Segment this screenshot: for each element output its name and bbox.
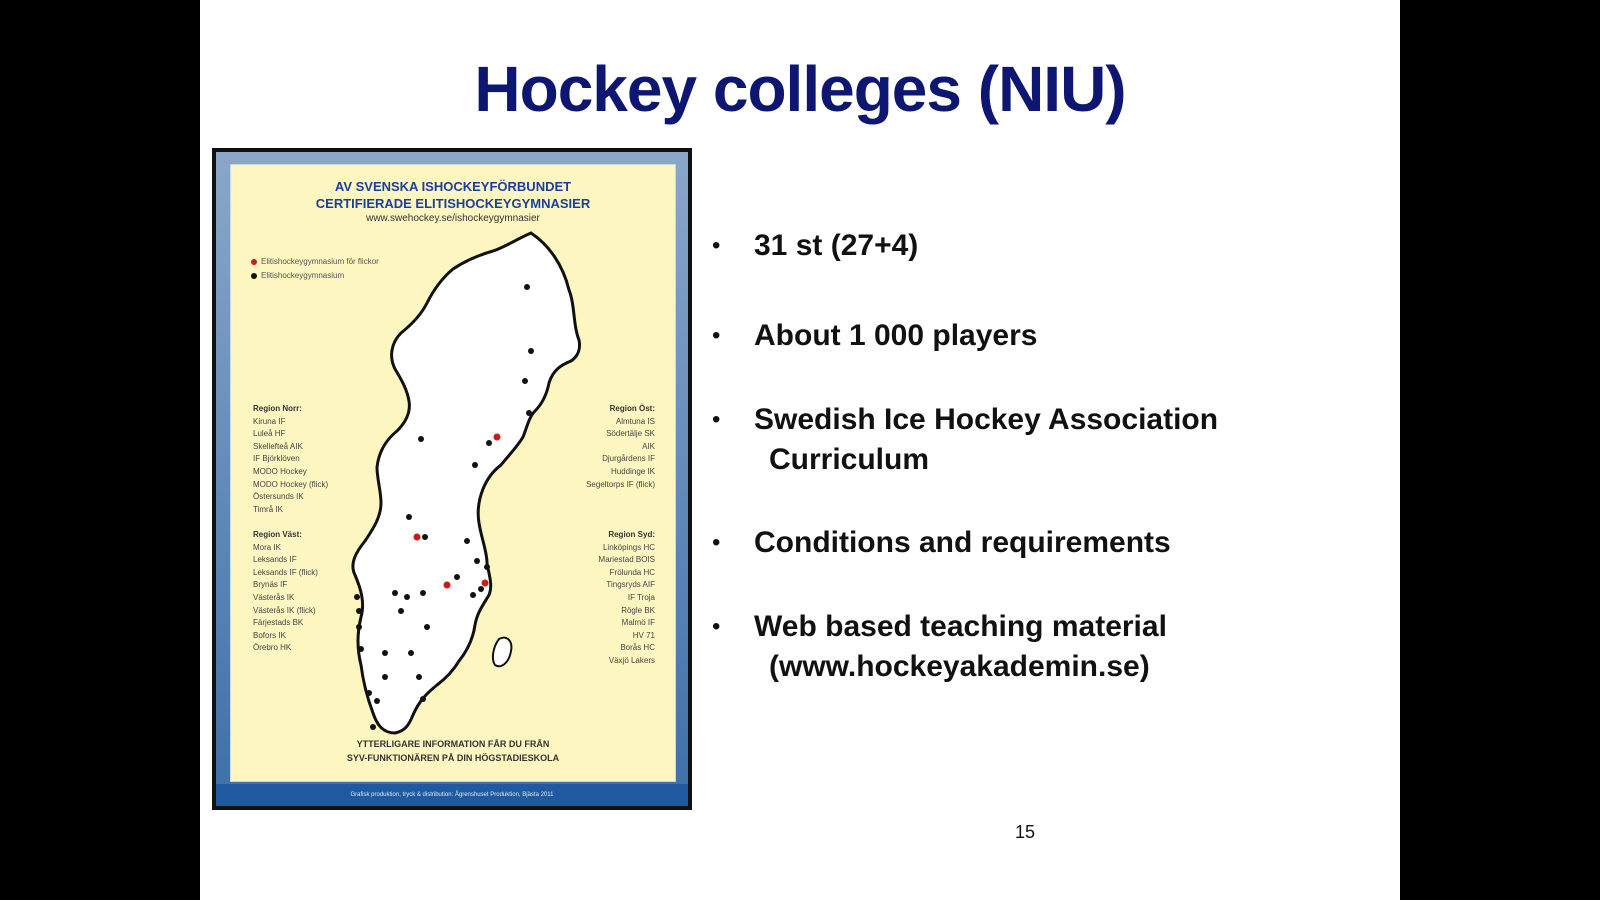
map-point xyxy=(404,594,410,600)
map-point xyxy=(486,440,492,446)
bullet-symbol: • xyxy=(712,613,721,640)
poster-bottom-line1: YTTERLIGARE INFORMATION FÅR DU FRÅN xyxy=(356,739,550,749)
bullet-symbol: • xyxy=(712,406,721,433)
map-point xyxy=(444,582,451,589)
region-item: Brynäs IF xyxy=(253,580,288,590)
region-title: Region Väst: xyxy=(253,530,302,539)
region-title: Region Syd: xyxy=(608,530,655,539)
hockey-gymnasium-poster xyxy=(212,148,692,810)
region-ost xyxy=(586,403,655,491)
region-item: IF Troja xyxy=(627,592,655,602)
region-item: Tingsryds AIF xyxy=(606,580,655,590)
map-point xyxy=(366,690,372,696)
map-point xyxy=(370,724,376,730)
bullet-text: 31 st (27+4) xyxy=(754,229,919,262)
region-item: Frölunda HC xyxy=(609,567,655,577)
map-point xyxy=(474,558,480,564)
region-item: Kiruna IF xyxy=(253,416,286,426)
map-point xyxy=(422,534,428,540)
map-point xyxy=(528,348,534,354)
map-point xyxy=(414,534,421,541)
sweden-outline xyxy=(353,233,580,733)
region-item: Mora IK xyxy=(253,542,282,552)
map-point xyxy=(398,608,404,614)
map-point xyxy=(526,410,532,416)
map-point xyxy=(416,674,422,680)
map-point xyxy=(464,538,470,544)
poster-footer-bar xyxy=(216,784,688,806)
legend-label: Elitishockeygymnasium för flickor xyxy=(261,257,379,266)
map-point xyxy=(358,646,364,652)
region-item: Djurgårdens IF xyxy=(602,454,655,464)
map-point xyxy=(356,624,362,630)
region-item: Huddinge IK xyxy=(610,466,655,476)
region-item: Leksands IF (flick) xyxy=(253,567,318,577)
map-point xyxy=(420,696,426,702)
region-item: IF Björklöven xyxy=(253,454,300,464)
map-point xyxy=(408,650,414,656)
gotland-island xyxy=(493,638,511,666)
map-point xyxy=(374,698,380,704)
bullet-continuation: (www.hockeyakademin.se) xyxy=(769,650,1150,683)
poster-heading-line1: AV SVENSKA ISHOCKEYFÖRBUNDET xyxy=(334,179,572,194)
bullet-text: Swedish Ice Hockey Association xyxy=(754,403,1219,436)
region-item: Luleå HF xyxy=(253,429,286,439)
bullet-text: About 1 000 players xyxy=(754,319,1038,352)
map-point xyxy=(484,564,490,570)
region-title: Region Öst: xyxy=(609,404,655,413)
region-item: Skellefteå AIK xyxy=(253,441,303,451)
region-item: Växjö Lakers xyxy=(608,655,655,665)
region-item: Mariestad BOIS xyxy=(598,555,655,565)
region-item: Västerås IK xyxy=(253,592,295,602)
region-item: MODO Hockey xyxy=(253,466,307,476)
region-item: Linköpings HC xyxy=(602,542,655,552)
map-point xyxy=(382,674,388,680)
legend-label: Elitishockeygymnasium xyxy=(261,271,345,280)
map-point xyxy=(472,462,478,468)
map-point xyxy=(392,590,398,596)
region-syd xyxy=(599,529,655,668)
map-point xyxy=(356,608,362,614)
slide-title: Hockey colleges (NIU) xyxy=(474,53,1126,125)
bullet-continuation: Curriculum xyxy=(769,443,930,476)
region-item: Färjestads BK xyxy=(253,618,304,628)
region-item: Bofors IK xyxy=(253,630,286,640)
poster-footer-text: Grafisk produktion, tryck & distribution: Ågrenshuset Produktion, Bjästa 2011 xyxy=(350,792,554,798)
poster-heading-line2: CERTIFIERADE ELITISHOCKEYGYMNASIER xyxy=(315,196,591,211)
bullet-symbol: • xyxy=(712,529,721,556)
slide xyxy=(200,0,1400,900)
map-point xyxy=(524,284,530,290)
region-vast xyxy=(253,529,318,655)
poster-map-panel xyxy=(230,164,676,782)
region-item: Leksands IF xyxy=(253,555,297,565)
map-point xyxy=(522,378,528,384)
map-point xyxy=(482,580,489,587)
region-title: Region Norr: xyxy=(253,404,302,413)
map-point xyxy=(382,650,388,656)
region-item: MODO Hockey (flick) xyxy=(253,479,329,489)
map-point xyxy=(470,592,476,598)
region-item: Östersunds IK xyxy=(253,492,304,502)
map-point xyxy=(420,590,426,596)
region-norr xyxy=(253,403,328,516)
region-item: Rögle BK xyxy=(621,605,655,615)
region-item: Södertälje SK xyxy=(606,429,655,439)
map-point xyxy=(424,624,430,630)
region-item: Örebro HK xyxy=(253,643,292,653)
region-item: Almtuna IS xyxy=(615,416,655,426)
poster-bottom-line2: SYV-FUNKTIONÄREN PÅ DIN HÖGSTADIESKOLA xyxy=(346,753,560,763)
bullet-text: Web based teaching material xyxy=(754,610,1167,643)
map-point xyxy=(354,594,360,600)
bullet-symbol: • xyxy=(712,232,721,259)
region-item: Timrå IK xyxy=(253,504,283,514)
map-point xyxy=(478,586,484,592)
region-item: AIK xyxy=(642,441,655,451)
bullet-symbol: • xyxy=(712,322,721,349)
map-point xyxy=(418,436,424,442)
map-point xyxy=(406,514,412,520)
region-item: Borås HC xyxy=(620,643,655,653)
region-item: Västerås IK (flick) xyxy=(253,605,316,615)
region-item: HV 71 xyxy=(632,630,655,640)
page-number: 15 xyxy=(1014,822,1036,842)
region-item: Segeltorps IF (flick) xyxy=(586,479,655,489)
region-item: Malmö IF xyxy=(621,618,655,628)
bullet-text: Conditions and requirements xyxy=(754,526,1171,559)
map-point xyxy=(494,434,501,441)
map-point xyxy=(454,574,460,580)
poster-url: www.swehockey.se/ishockeygymnasier xyxy=(366,213,540,224)
